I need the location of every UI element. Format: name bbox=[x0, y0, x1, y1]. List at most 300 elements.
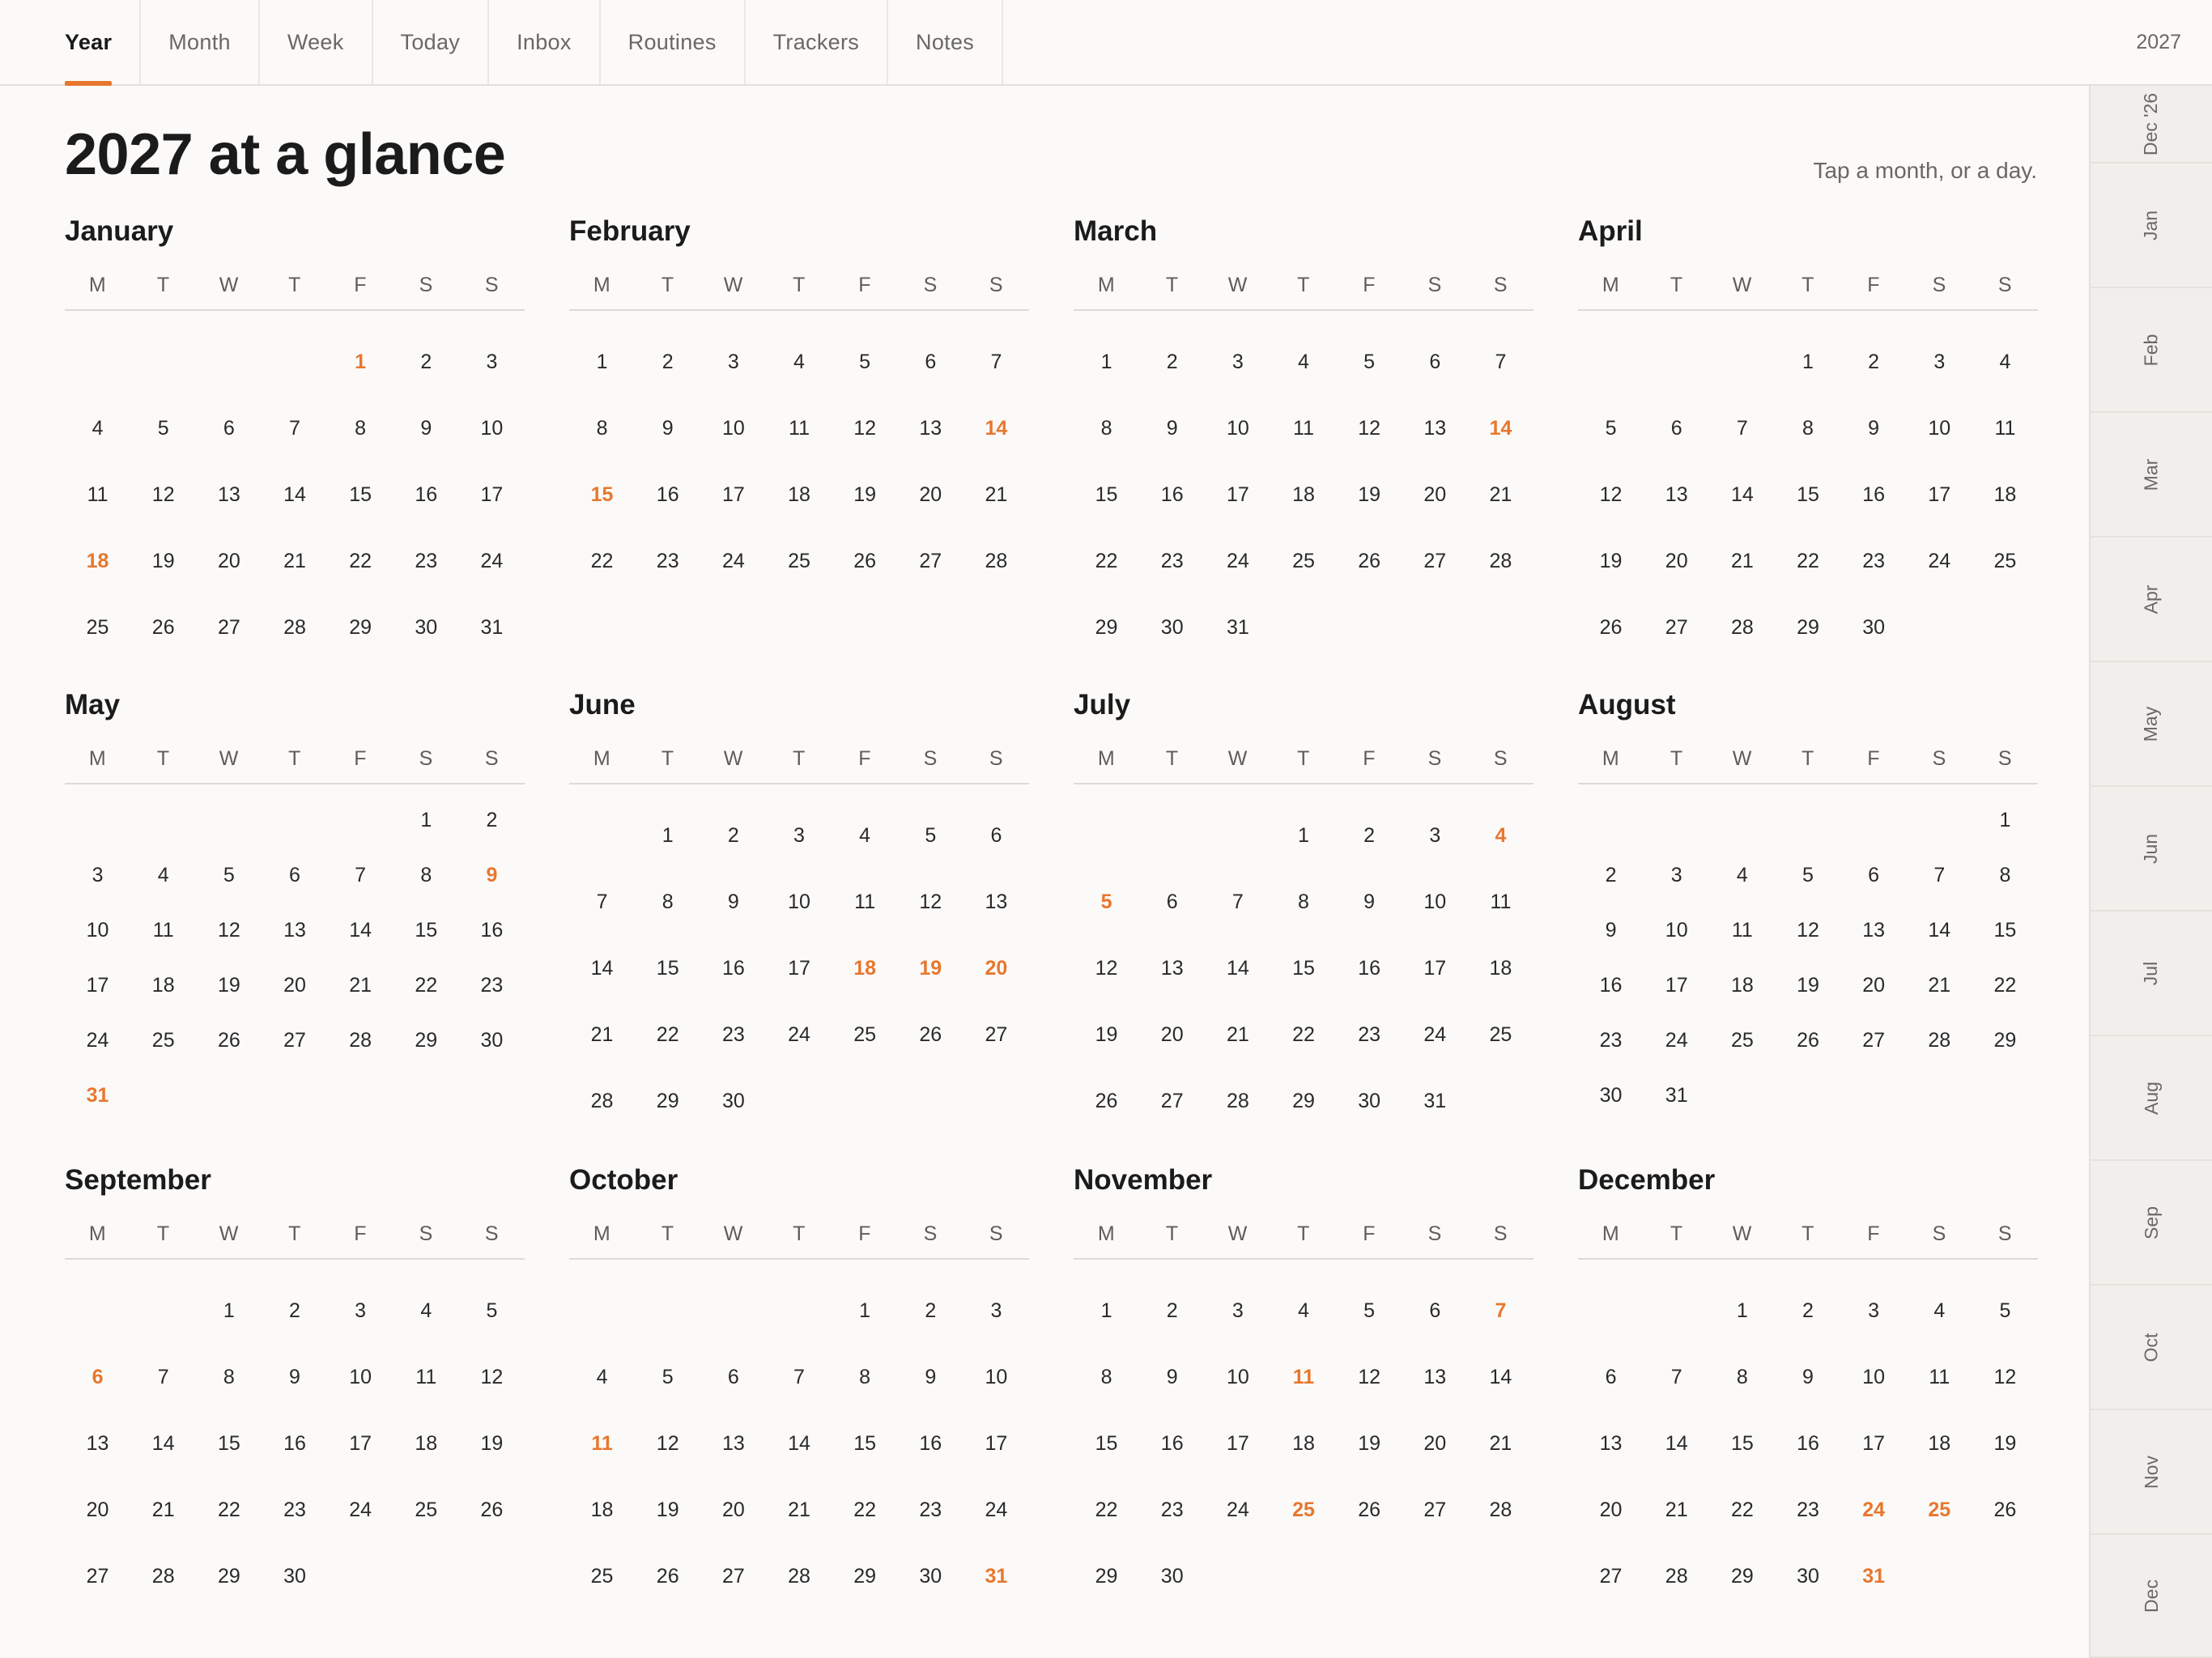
day-cell[interactable]: 24 bbox=[1423, 1022, 1447, 1046]
day-cell[interactable]: 5 bbox=[925, 823, 937, 847]
day-cell[interactable]: 17 bbox=[1423, 956, 1447, 980]
day-cell[interactable]: 9 bbox=[727, 890, 739, 913]
day-cell[interactable]: 6 bbox=[1670, 416, 1682, 440]
day-cell[interactable]: 30 bbox=[1797, 1564, 1819, 1588]
day-cell[interactable]: 28 bbox=[1489, 1498, 1512, 1521]
day-cell[interactable]: 7 bbox=[1495, 1299, 1507, 1322]
day-cell[interactable]: 4 bbox=[793, 350, 805, 373]
day-cell[interactable]: 11 bbox=[415, 1365, 437, 1388]
day-cell[interactable]: 24 bbox=[1928, 549, 1951, 572]
day-cell[interactable]: 11 bbox=[1293, 416, 1314, 440]
day-cell[interactable]: 8 bbox=[355, 416, 367, 440]
day-cell[interactable]: 26 bbox=[1993, 1498, 2017, 1521]
day-cell[interactable]: 23 bbox=[1862, 549, 1886, 572]
day-cell[interactable]: 21 bbox=[1489, 1431, 1512, 1455]
day-cell[interactable]: 16 bbox=[1160, 483, 1184, 506]
day-cell[interactable]: 12 bbox=[217, 918, 240, 942]
day-cell[interactable]: 15 bbox=[1730, 1431, 1754, 1455]
day-cell[interactable]: 16 bbox=[1160, 1431, 1184, 1455]
day-cell[interactable]: 18 bbox=[1292, 483, 1315, 506]
day-cell[interactable]: 3 bbox=[990, 1299, 1002, 1322]
day-cell[interactable]: 19 bbox=[1993, 1431, 2017, 1455]
day-cell[interactable]: 27 bbox=[1423, 549, 1447, 572]
day-cell[interactable]: 29 bbox=[1095, 615, 1118, 639]
day-cell[interactable]: 25 bbox=[151, 1028, 175, 1052]
day-cell[interactable]: 24 bbox=[349, 1498, 372, 1521]
day-cell[interactable]: 1 bbox=[661, 823, 674, 847]
day-cell[interactable]: 22 bbox=[1797, 549, 1819, 572]
day-cell[interactable]: 7 bbox=[793, 1365, 805, 1388]
day-cell[interactable]: 8 bbox=[1100, 1365, 1112, 1388]
tab-notes[interactable]: Notes bbox=[888, 0, 1003, 84]
day-cell[interactable]: 6 bbox=[1429, 1299, 1441, 1322]
day-cell[interactable]: 29 bbox=[415, 1028, 438, 1052]
day-cell[interactable]: 22 bbox=[1095, 1498, 1118, 1521]
day-cell[interactable]: 29 bbox=[349, 615, 372, 639]
day-cell[interactable]: 14 bbox=[283, 483, 306, 506]
day-cell[interactable]: 15 bbox=[1797, 483, 1819, 506]
day-cell[interactable]: 28 bbox=[1489, 549, 1512, 572]
day-cell[interactable]: 9 bbox=[925, 1365, 937, 1388]
day-cell[interactable]: 10 bbox=[721, 416, 745, 440]
day-cell[interactable]: 28 bbox=[1730, 615, 1754, 639]
day-cell[interactable]: 20 bbox=[1862, 973, 1886, 997]
day-cell[interactable]: 5 bbox=[157, 416, 169, 440]
day-cell[interactable]: 6 bbox=[925, 350, 937, 373]
day-cell[interactable]: 23 bbox=[656, 549, 679, 572]
day-cell[interactable]: 2 bbox=[727, 823, 739, 847]
day-cell[interactable]: 26 bbox=[1797, 1028, 1819, 1052]
day-cell[interactable]: 5 bbox=[1363, 1299, 1376, 1322]
day-cell[interactable]: 27 bbox=[919, 549, 942, 572]
day-cell[interactable]: 31 bbox=[1423, 1089, 1447, 1112]
day-cell[interactable]: 21 bbox=[1665, 1498, 1688, 1521]
day-cell[interactable]: 24 bbox=[1226, 1498, 1249, 1521]
day-cell[interactable]: 19 bbox=[919, 956, 942, 980]
rail-item-jul[interactable] bbox=[2091, 912, 2212, 1036]
month-name[interactable]: May bbox=[65, 689, 121, 721]
day-cell[interactable]: 10 bbox=[1928, 416, 1951, 440]
day-cell[interactable]: 23 bbox=[1160, 549, 1184, 572]
day-cell[interactable]: 18 bbox=[788, 483, 810, 506]
tab-today[interactable]: Today bbox=[373, 0, 490, 84]
day-cell[interactable]: 10 bbox=[1862, 1365, 1886, 1388]
day-cell[interactable]: 8 bbox=[1736, 1365, 1748, 1388]
day-cell[interactable]: 22 bbox=[1993, 973, 2017, 997]
day-cell[interactable]: 11 bbox=[1292, 1365, 1315, 1388]
day-cell[interactable]: 14 bbox=[1489, 416, 1512, 440]
day-cell[interactable]: 28 bbox=[985, 549, 1008, 572]
day-cell[interactable]: 6 bbox=[289, 863, 300, 886]
day-cell[interactable]: 28 bbox=[151, 1564, 175, 1588]
day-cell[interactable]: 20 bbox=[1423, 483, 1447, 506]
day-cell[interactable]: 11 bbox=[591, 1431, 613, 1455]
day-cell[interactable]: 27 bbox=[1665, 615, 1688, 639]
day-cell[interactable]: 1 bbox=[1736, 1299, 1748, 1322]
day-cell[interactable]: 8 bbox=[1802, 416, 1814, 440]
day-cell[interactable]: 5 bbox=[1999, 1299, 2011, 1322]
day-cell[interactable]: 13 bbox=[1423, 1365, 1447, 1388]
day-cell[interactable]: 5 bbox=[486, 1299, 498, 1322]
day-cell[interactable]: 2 bbox=[1802, 1299, 1814, 1322]
day-cell[interactable]: 19 bbox=[1797, 973, 1819, 997]
day-cell[interactable]: 13 bbox=[86, 1431, 109, 1455]
day-cell[interactable]: 15 bbox=[217, 1431, 240, 1455]
day-cell[interactable]: 16 bbox=[283, 1431, 306, 1455]
day-cell[interactable]: 2 bbox=[661, 350, 674, 373]
day-cell[interactable]: 12 bbox=[480, 1365, 504, 1388]
tab-month[interactable]: Month bbox=[141, 0, 260, 84]
day-cell[interactable]: 15 bbox=[590, 483, 614, 506]
day-cell[interactable]: 18 bbox=[853, 956, 877, 980]
day-cell[interactable]: 28 bbox=[590, 1089, 614, 1112]
month-name[interactable]: March bbox=[1074, 215, 1158, 247]
day-cell[interactable]: 1 bbox=[355, 350, 367, 373]
day-cell[interactable]: 28 bbox=[1928, 1028, 1951, 1052]
day-cell[interactable]: 12 bbox=[853, 416, 877, 440]
day-cell[interactable]: 16 bbox=[1358, 956, 1381, 980]
rail-item-dec[interactable] bbox=[2091, 1535, 2212, 1658]
day-cell[interactable]: 28 bbox=[283, 615, 306, 639]
day-cell[interactable]: 19 bbox=[1599, 549, 1623, 572]
rail-item-oct[interactable] bbox=[2091, 1286, 2212, 1410]
day-cell[interactable]: 4 bbox=[420, 1299, 432, 1322]
day-cell[interactable]: 7 bbox=[355, 863, 367, 886]
day-cell[interactable]: 11 bbox=[1929, 1365, 1950, 1388]
day-cell[interactable]: 2 bbox=[1166, 1299, 1178, 1322]
day-cell[interactable]: 31 bbox=[1862, 1564, 1886, 1588]
day-cell[interactable]: 29 bbox=[1797, 615, 1819, 639]
rail-item-mar[interactable] bbox=[2091, 413, 2212, 538]
day-cell[interactable]: 29 bbox=[1993, 1028, 2017, 1052]
day-cell[interactable]: 29 bbox=[1730, 1564, 1754, 1588]
day-cell[interactable]: 3 bbox=[486, 350, 498, 373]
month-name[interactable]: December bbox=[1578, 1164, 1716, 1196]
day-cell[interactable]: 27 bbox=[86, 1564, 109, 1588]
day-cell[interactable]: 5 bbox=[661, 1365, 674, 1388]
day-cell[interactable]: 12 bbox=[1993, 1365, 2017, 1388]
rail-item-jan[interactable] bbox=[2091, 164, 2212, 288]
day-cell[interactable]: 3 bbox=[355, 1299, 367, 1322]
day-cell[interactable]: 23 bbox=[721, 1022, 745, 1046]
day-cell[interactable]: 31 bbox=[985, 1564, 1008, 1588]
day-cell[interactable]: 6 bbox=[1868, 863, 1880, 886]
day-cell[interactable]: 19 bbox=[853, 483, 877, 506]
day-cell[interactable]: 21 bbox=[1226, 1022, 1249, 1046]
day-cell[interactable]: 4 bbox=[157, 863, 169, 886]
day-cell[interactable]: 14 bbox=[1928, 918, 1951, 942]
day-cell[interactable]: 13 bbox=[1423, 416, 1447, 440]
day-cell[interactable]: 11 bbox=[152, 918, 174, 942]
day-cell[interactable]: 14 bbox=[1730, 483, 1754, 506]
day-cell[interactable]: 23 bbox=[1599, 1028, 1623, 1052]
day-cell[interactable]: 25 bbox=[1489, 1022, 1512, 1046]
day-cell[interactable]: 14 bbox=[1489, 1365, 1512, 1388]
day-cell[interactable]: 6 bbox=[727, 1365, 739, 1388]
day-cell[interactable]: 29 bbox=[853, 1564, 877, 1588]
day-cell[interactable]: 7 bbox=[990, 350, 1002, 373]
day-cell[interactable]: 26 bbox=[853, 549, 877, 572]
day-cell[interactable]: 16 bbox=[1862, 483, 1886, 506]
day-cell[interactable]: 13 bbox=[283, 918, 306, 942]
day-cell[interactable]: 21 bbox=[283, 549, 306, 572]
day-cell[interactable]: 15 bbox=[1292, 956, 1315, 980]
day-cell[interactable]: 23 bbox=[283, 1498, 306, 1521]
day-cell[interactable]: 26 bbox=[217, 1028, 240, 1052]
tab-year[interactable]: Year bbox=[37, 0, 141, 84]
day-cell[interactable]: 8 bbox=[420, 863, 432, 886]
day-cell[interactable]: 24 bbox=[480, 549, 504, 572]
day-cell[interactable]: 10 bbox=[1423, 890, 1447, 913]
day-cell[interactable]: 27 bbox=[1423, 1498, 1447, 1521]
day-cell[interactable]: 17 bbox=[349, 1431, 372, 1455]
day-cell[interactable]: 26 bbox=[656, 1564, 679, 1588]
day-cell[interactable]: 31 bbox=[480, 615, 504, 639]
month-name[interactable]: August bbox=[1578, 689, 1676, 721]
day-cell[interactable]: 8 bbox=[1298, 890, 1309, 913]
day-cell[interactable]: 27 bbox=[283, 1028, 306, 1052]
day-cell[interactable]: 12 bbox=[1358, 1365, 1381, 1388]
day-cell[interactable]: 1 bbox=[1298, 823, 1309, 847]
day-cell[interactable]: 21 bbox=[151, 1498, 175, 1521]
day-cell[interactable]: 25 bbox=[590, 1564, 614, 1588]
day-cell[interactable]: 20 bbox=[721, 1498, 745, 1521]
day-cell[interactable]: 24 bbox=[1226, 549, 1249, 572]
day-cell[interactable]: 8 bbox=[596, 416, 608, 440]
day-cell[interactable]: 29 bbox=[1292, 1089, 1315, 1112]
day-cell[interactable]: 20 bbox=[1160, 1022, 1184, 1046]
month-name[interactable]: June bbox=[569, 689, 636, 721]
day-cell[interactable]: 30 bbox=[1862, 615, 1886, 639]
rail-item-jun[interactable] bbox=[2091, 787, 2212, 912]
day-cell[interactable]: 5 bbox=[1802, 863, 1814, 886]
day-cell[interactable]: 23 bbox=[1358, 1022, 1381, 1046]
day-cell[interactable]: 17 bbox=[1928, 483, 1951, 506]
day-cell[interactable]: 7 bbox=[1670, 1365, 1682, 1388]
month-name[interactable]: February bbox=[569, 215, 691, 247]
day-cell[interactable]: 25 bbox=[1292, 1498, 1315, 1521]
day-cell[interactable]: 3 bbox=[1231, 350, 1244, 373]
day-cell[interactable]: 21 bbox=[985, 483, 1008, 506]
day-cell[interactable]: 19 bbox=[480, 1431, 504, 1455]
day-cell[interactable]: 16 bbox=[721, 956, 745, 980]
day-cell[interactable]: 14 bbox=[349, 918, 372, 942]
day-cell[interactable]: 15 bbox=[415, 918, 438, 942]
day-cell[interactable]: 25 bbox=[1993, 549, 2017, 572]
day-cell[interactable]: 5 bbox=[223, 863, 235, 886]
day-cell[interactable]: 20 bbox=[1665, 549, 1688, 572]
day-cell[interactable]: 5 bbox=[1605, 416, 1617, 440]
day-cell[interactable]: 30 bbox=[1160, 1564, 1184, 1588]
day-cell[interactable]: 30 bbox=[721, 1089, 745, 1112]
day-cell[interactable]: 19 bbox=[656, 1498, 679, 1521]
day-cell[interactable]: 13 bbox=[1599, 1431, 1623, 1455]
day-cell[interactable]: 25 bbox=[1928, 1498, 1951, 1521]
day-cell[interactable]: 17 bbox=[86, 973, 109, 997]
day-cell[interactable]: 13 bbox=[1665, 483, 1688, 506]
day-cell[interactable]: 9 bbox=[420, 416, 432, 440]
day-cell[interactable]: 18 bbox=[1292, 1431, 1315, 1455]
day-cell[interactable]: 24 bbox=[721, 549, 745, 572]
day-cell[interactable]: 8 bbox=[859, 1365, 871, 1388]
month-name[interactable]: July bbox=[1074, 689, 1131, 721]
day-cell[interactable]: 21 bbox=[349, 973, 372, 997]
day-cell[interactable]: 24 bbox=[1665, 1028, 1688, 1052]
day-cell[interactable]: 8 bbox=[1100, 416, 1112, 440]
day-cell[interactable]: 18 bbox=[151, 973, 175, 997]
day-cell[interactable]: 8 bbox=[661, 890, 674, 913]
day-cell[interactable]: 7 bbox=[596, 890, 608, 913]
day-cell[interactable]: 10 bbox=[349, 1365, 372, 1388]
day-cell[interactable]: 25 bbox=[86, 615, 109, 639]
day-cell[interactable]: 31 bbox=[1665, 1083, 1688, 1107]
rail-item-sep[interactable] bbox=[2091, 1161, 2212, 1286]
day-cell[interactable]: 2 bbox=[1166, 350, 1178, 373]
day-cell[interactable]: 18 bbox=[1730, 973, 1754, 997]
day-cell[interactable]: 27 bbox=[1160, 1089, 1184, 1112]
day-cell[interactable]: 13 bbox=[985, 890, 1008, 913]
day-cell[interactable]: 20 bbox=[1423, 1431, 1447, 1455]
day-cell[interactable]: 7 bbox=[1495, 350, 1507, 373]
day-cell[interactable]: 9 bbox=[1802, 1365, 1814, 1388]
day-cell[interactable]: 16 bbox=[919, 1431, 942, 1455]
day-cell[interactable]: 13 bbox=[1862, 918, 1886, 942]
day-cell[interactable]: 22 bbox=[415, 973, 438, 997]
day-cell[interactable]: 17 bbox=[721, 483, 745, 506]
day-cell[interactable]: 28 bbox=[1665, 1564, 1688, 1588]
month-name[interactable]: September bbox=[65, 1164, 211, 1196]
day-cell[interactable]: 10 bbox=[480, 416, 504, 440]
day-cell[interactable]: 26 bbox=[1599, 615, 1623, 639]
day-cell[interactable]: 10 bbox=[1226, 1365, 1249, 1388]
day-cell[interactable]: 11 bbox=[854, 890, 876, 913]
day-cell[interactable]: 22 bbox=[349, 549, 372, 572]
day-cell[interactable]: 29 bbox=[1095, 1564, 1118, 1588]
day-cell[interactable]: 10 bbox=[788, 890, 810, 913]
day-cell[interactable]: 24 bbox=[985, 1498, 1008, 1521]
rail-item-feb[interactable] bbox=[2091, 288, 2212, 413]
day-cell[interactable]: 31 bbox=[1226, 615, 1249, 639]
day-cell[interactable]: 7 bbox=[1933, 863, 1946, 886]
tab-routines[interactable]: Routines bbox=[601, 0, 746, 84]
day-cell[interactable]: 10 bbox=[1226, 416, 1249, 440]
day-cell[interactable]: 1 bbox=[420, 808, 432, 831]
day-cell[interactable]: 5 bbox=[1363, 350, 1376, 373]
day-cell[interactable]: 22 bbox=[853, 1498, 877, 1521]
day-cell[interactable]: 12 bbox=[656, 1431, 679, 1455]
day-cell[interactable]: 27 bbox=[721, 1564, 745, 1588]
day-cell[interactable]: 15 bbox=[349, 483, 372, 506]
day-cell[interactable]: 23 bbox=[1160, 1498, 1184, 1521]
day-cell[interactable]: 14 bbox=[151, 1431, 175, 1455]
day-cell[interactable]: 6 bbox=[91, 1365, 104, 1388]
day-cell[interactable]: 4 bbox=[1933, 1299, 1946, 1322]
day-cell[interactable]: 28 bbox=[349, 1028, 372, 1052]
day-cell[interactable]: 24 bbox=[788, 1022, 810, 1046]
day-cell[interactable]: 6 bbox=[223, 416, 235, 440]
day-cell[interactable]: 13 bbox=[1160, 956, 1184, 980]
day-cell[interactable]: 11 bbox=[1490, 890, 1512, 913]
day-cell[interactable]: 4 bbox=[1298, 350, 1309, 373]
day-cell[interactable]: 14 bbox=[590, 956, 614, 980]
day-cell[interactable]: 2 bbox=[420, 350, 432, 373]
day-cell[interactable]: 20 bbox=[217, 549, 240, 572]
day-cell[interactable]: 26 bbox=[480, 1498, 504, 1521]
month-name[interactable]: November bbox=[1074, 1164, 1213, 1196]
day-cell[interactable]: 1 bbox=[223, 1299, 235, 1322]
day-cell[interactable]: 14 bbox=[788, 1431, 810, 1455]
day-cell[interactable]: 20 bbox=[1599, 1498, 1623, 1521]
day-cell[interactable]: 17 bbox=[985, 1431, 1008, 1455]
day-cell[interactable]: 13 bbox=[721, 1431, 745, 1455]
day-cell[interactable]: 30 bbox=[1358, 1089, 1381, 1112]
rail-item-may[interactable] bbox=[2091, 662, 2212, 787]
day-cell[interactable]: 15 bbox=[656, 956, 679, 980]
day-cell[interactable]: 2 bbox=[289, 1299, 300, 1322]
day-cell[interactable]: 13 bbox=[919, 416, 942, 440]
day-cell[interactable]: 11 bbox=[87, 483, 108, 506]
month-name[interactable]: January bbox=[65, 215, 174, 247]
day-cell[interactable]: 4 bbox=[1298, 1299, 1309, 1322]
day-cell[interactable]: 26 bbox=[1095, 1089, 1118, 1112]
month-name[interactable]: April bbox=[1578, 215, 1643, 247]
day-cell[interactable]: 27 bbox=[217, 615, 240, 639]
day-cell[interactable]: 6 bbox=[1605, 1365, 1617, 1388]
day-cell[interactable]: 9 bbox=[661, 416, 674, 440]
day-cell[interactable]: 26 bbox=[151, 615, 175, 639]
day-cell[interactable]: 8 bbox=[223, 1365, 235, 1388]
day-cell[interactable]: 6 bbox=[1166, 890, 1178, 913]
day-cell[interactable]: 4 bbox=[859, 823, 871, 847]
day-cell[interactable]: 3 bbox=[1670, 863, 1682, 886]
day-cell[interactable]: 7 bbox=[157, 1365, 169, 1388]
day-cell[interactable]: 24 bbox=[86, 1028, 109, 1052]
day-cell[interactable]: 1 bbox=[1100, 1299, 1112, 1322]
day-cell[interactable]: 12 bbox=[1358, 416, 1381, 440]
day-cell[interactable]: 18 bbox=[415, 1431, 438, 1455]
day-cell[interactable]: 9 bbox=[486, 863, 498, 886]
day-cell[interactable]: 16 bbox=[656, 483, 679, 506]
day-cell[interactable]: 30 bbox=[283, 1564, 306, 1588]
day-cell[interactable]: 17 bbox=[788, 956, 810, 980]
day-cell[interactable]: 31 bbox=[86, 1083, 109, 1107]
day-cell[interactable]: 3 bbox=[793, 823, 805, 847]
day-cell[interactable]: 3 bbox=[1429, 823, 1441, 847]
day-cell[interactable]: 30 bbox=[480, 1028, 504, 1052]
day-cell[interactable]: 8 bbox=[1999, 863, 2011, 886]
day-cell[interactable]: 9 bbox=[1363, 890, 1376, 913]
day-cell[interactable]: 6 bbox=[990, 823, 1002, 847]
day-cell[interactable]: 16 bbox=[1797, 1431, 1819, 1455]
day-cell[interactable]: 21 bbox=[1730, 549, 1754, 572]
day-cell[interactable]: 9 bbox=[1605, 918, 1617, 942]
day-cell[interactable]: 25 bbox=[788, 549, 810, 572]
day-cell[interactable]: 23 bbox=[919, 1498, 942, 1521]
tab-inbox[interactable]: Inbox bbox=[489, 0, 601, 84]
day-cell[interactable]: 16 bbox=[480, 918, 504, 942]
day-cell[interactable]: 17 bbox=[1862, 1431, 1886, 1455]
day-cell[interactable]: 1 bbox=[596, 350, 608, 373]
day-cell[interactable]: 21 bbox=[1489, 483, 1512, 506]
day-cell[interactable]: 15 bbox=[853, 1431, 877, 1455]
day-cell[interactable]: 2 bbox=[1868, 350, 1880, 373]
day-cell[interactable]: 30 bbox=[919, 1564, 942, 1588]
day-cell[interactable]: 12 bbox=[1797, 918, 1819, 942]
current-year-label[interactable]: 2027 bbox=[2136, 30, 2181, 53]
day-cell[interactable]: 9 bbox=[1166, 1365, 1178, 1388]
day-cell[interactable]: 22 bbox=[217, 1498, 240, 1521]
day-cell[interactable]: 17 bbox=[480, 483, 504, 506]
